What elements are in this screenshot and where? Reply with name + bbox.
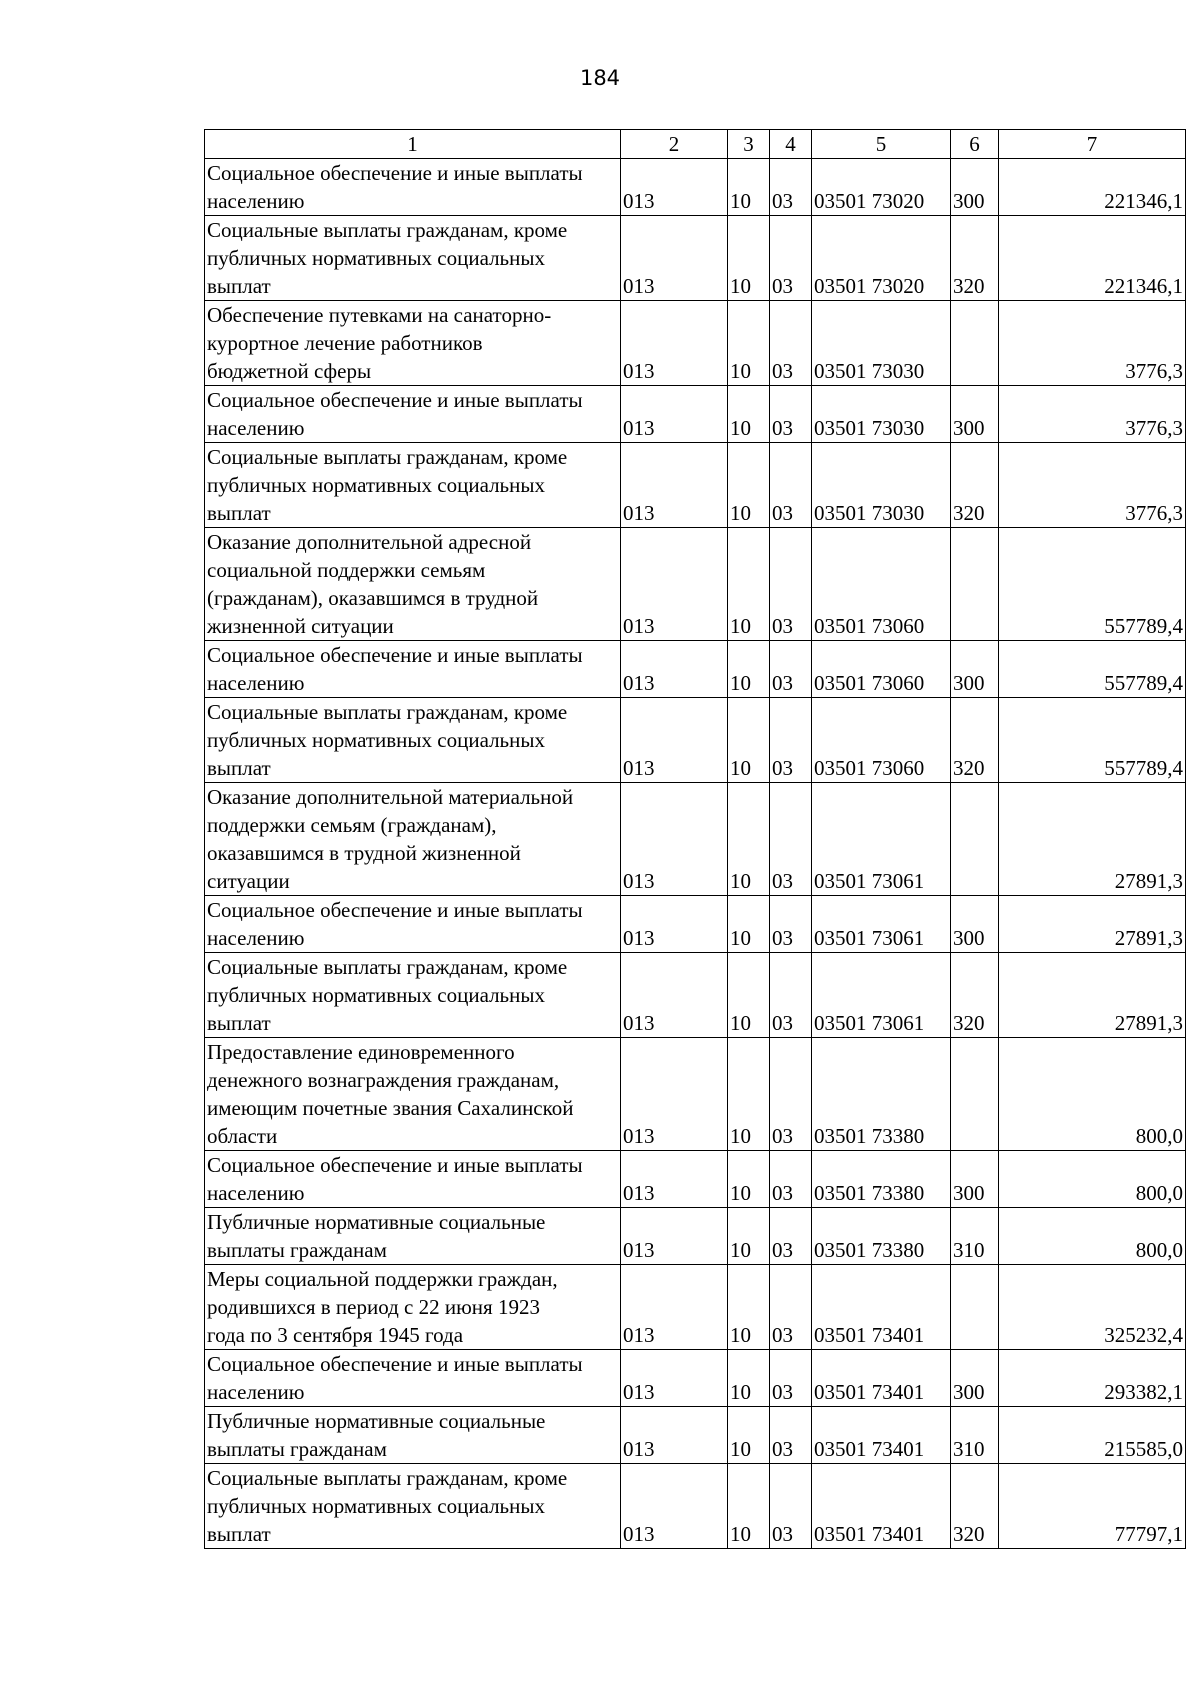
col5-cell: 03501 73060 [812, 641, 951, 698]
col3-cell: 10 [728, 386, 770, 443]
row-name: Социальные выплаты гражданам, кроме публичных нормативных социальных выплат [205, 1464, 621, 1549]
column-header-3: 3 [728, 130, 770, 159]
row-name: Социальные выплаты гражданам, кроме публичных нормативных социальных выплат [205, 698, 621, 783]
col3-cell: 10 [728, 443, 770, 528]
col7-cell: 221346,1 [999, 216, 1186, 301]
row-name: Публичные нормативные социальные выплаты гражданам [205, 1208, 621, 1265]
col6-cell [951, 1265, 999, 1350]
col3-cell: 10 [728, 783, 770, 896]
table-row [205, 896, 1186, 953]
col7-cell: 3776,3 [999, 301, 1186, 386]
col3-cell: 10 [728, 1151, 770, 1208]
row-name: Оказание дополнительной материальной поддержки семьям (гражданам), оказавшимся в трудной жизненной ситуации [205, 783, 621, 896]
col6-cell: 300 [951, 1151, 999, 1208]
col5-cell: 03501 73401 [812, 1265, 951, 1350]
col5-cell: 03501 73380 [812, 1038, 951, 1151]
row-name: Оказание дополнительной адресной социальной поддержки семьям (гражданам), оказавшимся в трудной жизненной ситуации [205, 528, 621, 641]
col3-cell: 10 [728, 1407, 770, 1464]
table-row [205, 783, 1186, 896]
col6-cell [951, 783, 999, 896]
col4-cell: 03 [770, 1464, 812, 1549]
column-header-4: 4 [770, 130, 812, 159]
col4-cell: 03 [770, 641, 812, 698]
table-row [205, 443, 1186, 528]
col7-cell: 325232,4 [999, 1265, 1186, 1350]
col2-cell: 013 [621, 1151, 728, 1208]
col7-cell: 3776,3 [999, 443, 1186, 528]
col5-cell: 03501 73380 [812, 1151, 951, 1208]
page-number: 184 [579, 66, 621, 90]
col4-cell: 03 [770, 698, 812, 783]
col6-cell: 310 [951, 1407, 999, 1464]
budget-table [204, 129, 1186, 1549]
col6-cell: 300 [951, 1350, 999, 1407]
col4-cell: 03 [770, 953, 812, 1038]
col7-cell: 27891,3 [999, 896, 1186, 953]
col5-cell: 03501 73380 [812, 1208, 951, 1265]
col7-cell: 557789,4 [999, 698, 1186, 783]
col3-cell: 10 [728, 159, 770, 216]
table-row [205, 1265, 1186, 1350]
col2-cell: 013 [621, 386, 728, 443]
col5-cell: 03501 73030 [812, 443, 951, 528]
table-row [205, 1208, 1186, 1265]
col3-cell: 10 [728, 1208, 770, 1265]
row-name: Социальное обеспечение и иные выплаты населению [205, 641, 621, 698]
col5-cell: 03501 73060 [812, 698, 951, 783]
col3-cell: 10 [728, 216, 770, 301]
col2-cell: 013 [621, 528, 728, 641]
col6-cell: 320 [951, 698, 999, 783]
col4-cell: 03 [770, 1407, 812, 1464]
table-row [205, 1407, 1186, 1464]
col7-cell: 557789,4 [999, 528, 1186, 641]
row-name: Социальное обеспечение и иные выплаты населению [205, 386, 621, 443]
col5-cell: 03501 73020 [812, 216, 951, 301]
col7-cell: 557789,4 [999, 641, 1186, 698]
col7-cell: 293382,1 [999, 1350, 1186, 1407]
col5-cell: 03501 73061 [812, 783, 951, 896]
row-name: Социальные выплаты гражданам, кроме публичных нормативных социальных выплат [205, 953, 621, 1038]
col6-cell: 300 [951, 386, 999, 443]
row-name: Социальное обеспечение и иные выплаты населению [205, 896, 621, 953]
col4-cell: 03 [770, 1038, 812, 1151]
row-name: Предоставление единовременного денежного вознаграждения гражданам, имеющим почетные звания Сахалинской области [205, 1038, 621, 1151]
col4-cell: 03 [770, 528, 812, 641]
col3-cell: 10 [728, 641, 770, 698]
table-row [205, 386, 1186, 443]
col4-cell: 03 [770, 386, 812, 443]
col3-cell: 10 [728, 1038, 770, 1151]
col2-cell: 013 [621, 698, 728, 783]
col6-cell: 320 [951, 216, 999, 301]
col5-cell: 03501 73061 [812, 953, 951, 1038]
col4-cell: 03 [770, 301, 812, 386]
col7-cell: 800,0 [999, 1151, 1186, 1208]
col2-cell: 013 [621, 159, 728, 216]
column-header-5: 5 [812, 130, 951, 159]
row-name: Социальные выплаты гражданам, кроме публичных нормативных социальных выплат [205, 443, 621, 528]
col3-cell: 10 [728, 301, 770, 386]
col7-cell: 215585,0 [999, 1407, 1186, 1464]
col4-cell: 03 [770, 1265, 812, 1350]
table-row [205, 301, 1186, 386]
col3-cell: 10 [728, 1265, 770, 1350]
col2-cell: 013 [621, 1407, 728, 1464]
col6-cell: 320 [951, 1464, 999, 1549]
col3-cell: 10 [728, 896, 770, 953]
table-row [205, 1464, 1186, 1549]
col4-cell: 03 [770, 216, 812, 301]
table-row [205, 216, 1186, 301]
col2-cell: 013 [621, 1350, 728, 1407]
col4-cell: 03 [770, 1208, 812, 1265]
col3-cell: 10 [728, 1350, 770, 1407]
col3-cell: 10 [728, 1464, 770, 1549]
col7-cell: 800,0 [999, 1038, 1186, 1151]
row-name: Социальные выплаты гражданам, кроме публичных нормативных социальных выплат [205, 216, 621, 301]
row-name: Меры социальной поддержки граждан, родившихся в период с 22 июня 1923 года по 3 сентября 1945 года [205, 1265, 621, 1350]
column-header-2: 2 [621, 130, 728, 159]
col6-cell: 310 [951, 1208, 999, 1265]
col7-cell: 221346,1 [999, 159, 1186, 216]
col5-cell: 03501 73030 [812, 301, 951, 386]
column-header-6: 6 [951, 130, 999, 159]
table-row [205, 1350, 1186, 1407]
table-row [205, 528, 1186, 641]
col5-cell: 03501 73401 [812, 1350, 951, 1407]
column-header-1: 1 [205, 130, 621, 159]
col5-cell: 03501 73401 [812, 1407, 951, 1464]
table-body [205, 159, 1186, 1549]
col6-cell: 320 [951, 443, 999, 528]
col6-cell: 300 [951, 896, 999, 953]
row-name: Обеспечение путевками на санаторно- курортное лечение работников бюджетной сферы [205, 301, 621, 386]
col2-cell: 013 [621, 896, 728, 953]
col3-cell: 10 [728, 528, 770, 641]
table-row [205, 953, 1186, 1038]
col7-cell: 27891,3 [999, 783, 1186, 896]
col5-cell: 03501 73061 [812, 896, 951, 953]
col2-cell: 013 [621, 443, 728, 528]
col6-cell: 300 [951, 641, 999, 698]
table-row [205, 641, 1186, 698]
col4-cell: 03 [770, 1350, 812, 1407]
col7-cell: 3776,3 [999, 386, 1186, 443]
col4-cell: 03 [770, 1151, 812, 1208]
col7-cell: 27891,3 [999, 953, 1186, 1038]
col2-cell: 013 [621, 953, 728, 1038]
row-name: Социальное обеспечение и иные выплаты населению [205, 1151, 621, 1208]
col6-cell [951, 1038, 999, 1151]
table-row [205, 1038, 1186, 1151]
col3-cell: 10 [728, 953, 770, 1038]
col2-cell: 013 [621, 301, 728, 386]
col3-cell: 10 [728, 698, 770, 783]
table-row [205, 1151, 1186, 1208]
col2-cell: 013 [621, 216, 728, 301]
col6-cell [951, 301, 999, 386]
col2-cell: 013 [621, 1038, 728, 1151]
col5-cell: 03501 73060 [812, 528, 951, 641]
col6-cell [951, 528, 999, 641]
col6-cell: 300 [951, 159, 999, 216]
col2-cell: 013 [621, 783, 728, 896]
col4-cell: 03 [770, 896, 812, 953]
column-header-7: 7 [999, 130, 1186, 159]
col2-cell: 013 [621, 641, 728, 698]
col2-cell: 013 [621, 1464, 728, 1549]
row-name: Публичные нормативные социальные выплаты гражданам [205, 1407, 621, 1464]
col7-cell: 800,0 [999, 1208, 1186, 1265]
table-row [205, 698, 1186, 783]
header-row [205, 130, 1186, 159]
col7-cell: 77797,1 [999, 1464, 1186, 1549]
col2-cell: 013 [621, 1265, 728, 1350]
col4-cell: 03 [770, 783, 812, 896]
col5-cell: 03501 73020 [812, 159, 951, 216]
col6-cell: 320 [951, 953, 999, 1038]
col5-cell: 03501 73030 [812, 386, 951, 443]
col4-cell: 03 [770, 159, 812, 216]
col2-cell: 013 [621, 1208, 728, 1265]
col4-cell: 03 [770, 443, 812, 528]
row-name: Социальное обеспечение и иные выплаты населению [205, 1350, 621, 1407]
row-name: Социальное обеспечение и иные выплаты населению [205, 159, 621, 216]
table-row [205, 159, 1186, 216]
col5-cell: 03501 73401 [812, 1464, 951, 1549]
